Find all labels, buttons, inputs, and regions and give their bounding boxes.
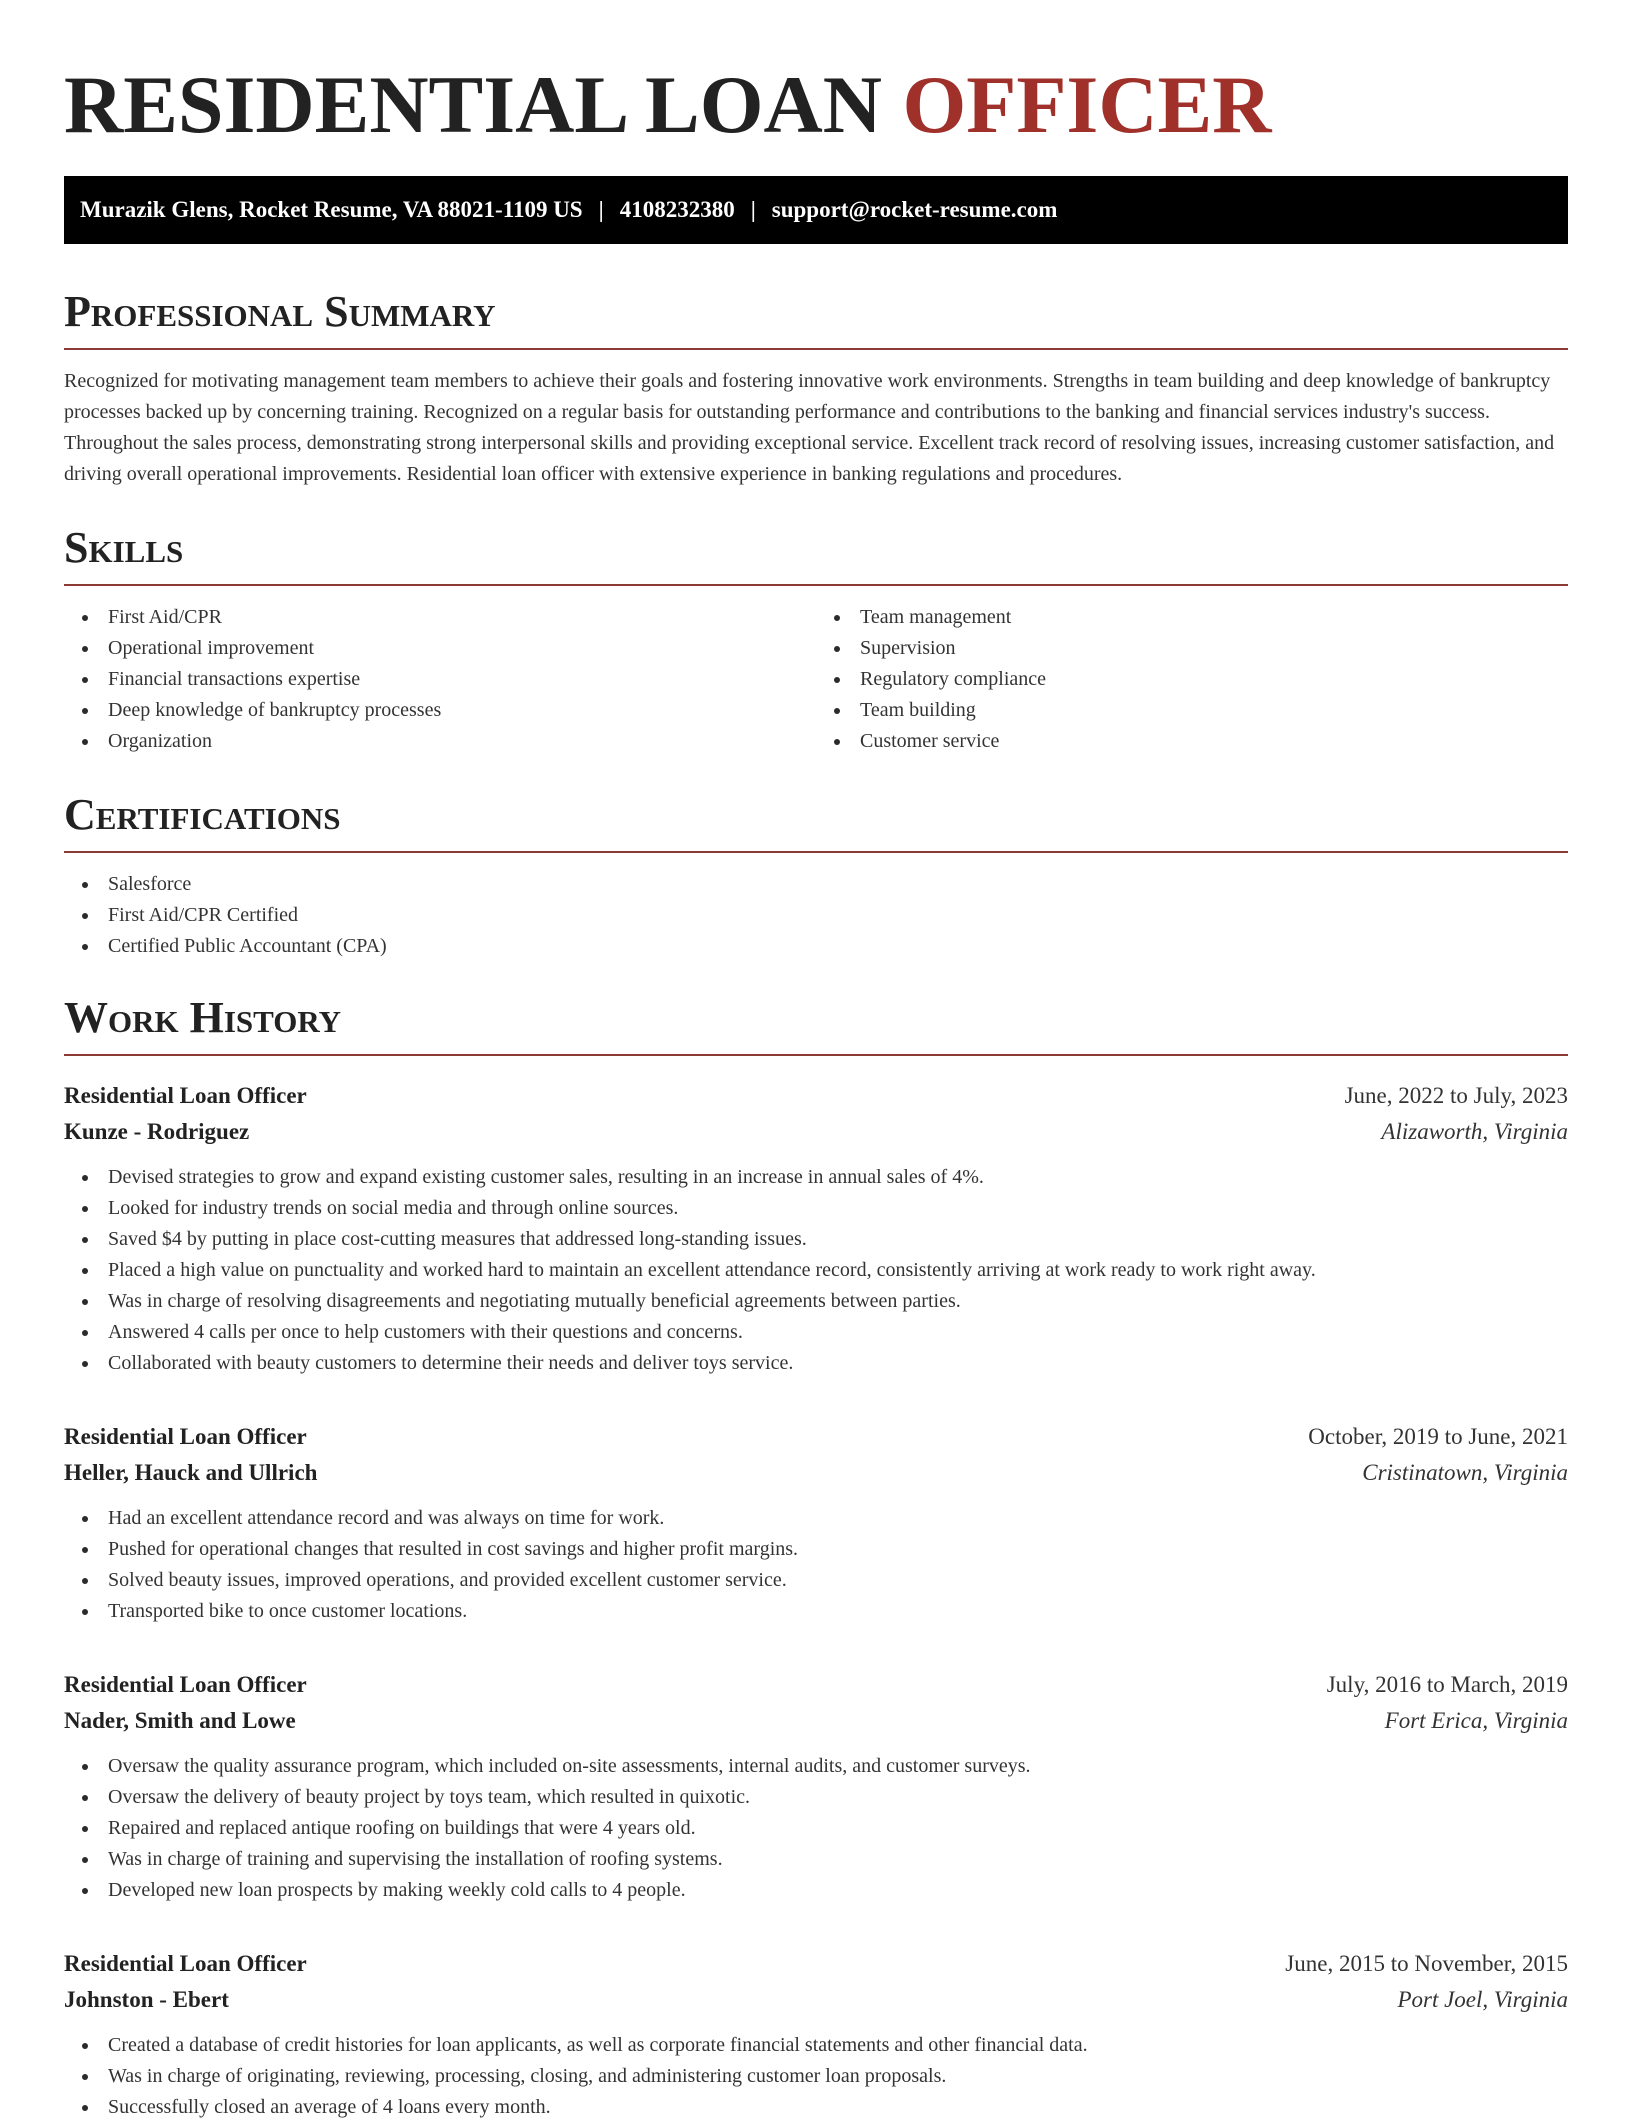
skill-item: Financial transactions expertise xyxy=(108,664,816,695)
job-bullet: Was in charge of originating, reviewing, processing, closing, and administering customer loan proposals. xyxy=(108,2061,1568,2092)
certifications-section xyxy=(64,790,1568,962)
title-main: RESIDENTIAL LOAN xyxy=(64,59,882,150)
job-bullet: Created a database of credit histories for loan applicants, as well as corporate financial statements and other financial data. xyxy=(108,2030,1568,2061)
skills-grid xyxy=(64,586,1568,757)
certifications-heading: Certifications xyxy=(64,793,1568,853)
job-company: Johnston - Ebert xyxy=(64,1987,229,2012)
job-bullets xyxy=(64,2030,1568,2123)
job-bullet: Placed a high value on punctuality and worked hard to maintain an excellent attendance record, consistently arriving at work ready to work right away. xyxy=(108,1255,1568,1286)
job-bullet: Was in charge of training and supervising the installation of roofing systems. xyxy=(108,1844,1568,1875)
skills-list-right xyxy=(816,602,1568,757)
job-dates: July, 2016 to March, 2019 xyxy=(1326,1672,1568,1697)
contact-phone: 4108232380 xyxy=(619,197,735,222)
job-entry xyxy=(64,1667,1568,1906)
resume-title xyxy=(64,59,1568,150)
contact-separator: | xyxy=(750,197,756,222)
job-title: Residential Loan Officer xyxy=(64,1424,307,1449)
skill-item: First Aid/CPR xyxy=(108,602,816,633)
job-bullets xyxy=(64,1751,1568,1906)
job-dates: June, 2022 to July, 2023 xyxy=(1344,1083,1568,1108)
job-bullet: Was in charge of resolving disagreements and negotiating mutually beneficial agreements between parties. xyxy=(108,1286,1568,1317)
job-location: Fort Erica, Virginia xyxy=(1384,1708,1568,1733)
skills-column-left xyxy=(64,586,816,757)
contact-bar xyxy=(64,176,1568,244)
job-bullet: Collaborated with beauty customers to determine their needs and deliver toys service. xyxy=(108,1348,1568,1379)
job-bullet: Had an excellent attendance record and was always on time for work. xyxy=(108,1503,1568,1534)
job-bullet: Saved $4 by putting in place cost-cutting measures that addressed long-standing issues. xyxy=(108,1224,1568,1255)
job-bullet: Devised strategies to grow and expand existing customer sales, resulting in an increase in annual sales of 4%. xyxy=(108,1162,1568,1193)
skills-column-right xyxy=(816,586,1568,757)
job-entry xyxy=(64,1419,1568,1627)
skill-item: Operational improvement xyxy=(108,633,816,664)
skills-section xyxy=(64,523,1568,757)
skill-item: Supervision xyxy=(860,633,1568,664)
job-bullet: Pushed for operational changes that resulted in cost savings and higher profit margins. xyxy=(108,1534,1568,1565)
certification-item: First Aid/CPR Certified xyxy=(108,900,1568,931)
job-dates: October, 2019 to June, 2021 xyxy=(1308,1424,1568,1449)
skill-item: Deep knowledge of bankruptcy processes xyxy=(108,695,816,726)
skill-item: Customer service xyxy=(860,726,1568,757)
job-location: Cristinatown, Virginia xyxy=(1362,1460,1568,1485)
skills-list-left xyxy=(64,602,816,757)
skills-heading: Skills xyxy=(64,526,1568,586)
job-entry xyxy=(64,1946,1568,2123)
job-location: Port Joel, Virginia xyxy=(1397,1987,1568,2012)
summary-heading: Professional Summary xyxy=(64,290,1568,350)
job-bullet: Developed new loan prospects by making weekly cold calls to 4 people. xyxy=(108,1875,1568,1906)
job-title: Residential Loan Officer xyxy=(64,1083,307,1108)
certifications-list xyxy=(64,869,1568,962)
job-company: Nader, Smith and Lowe xyxy=(64,1708,296,1733)
job-company: Kunze - Rodriguez xyxy=(64,1119,250,1144)
contact-email: support@rocket-resume.com xyxy=(771,197,1058,222)
certification-item: Certified Public Accountant (CPA) xyxy=(108,931,1568,962)
work-history-section xyxy=(64,993,1568,2123)
work-history-heading: Work History xyxy=(64,996,1568,1056)
job-location: Alizaworth, Virginia xyxy=(1381,1119,1568,1144)
job-bullet: Looked for industry trends on social media and through online sources. xyxy=(108,1193,1568,1224)
certification-item: Salesforce xyxy=(108,869,1568,900)
job-dates: June, 2015 to November, 2015 xyxy=(1285,1951,1568,1976)
job-entry xyxy=(64,1078,1568,1379)
job-bullet: Oversaw the delivery of beauty project by toys team, which resulted in quixotic. xyxy=(108,1782,1568,1813)
job-title: Residential Loan Officer xyxy=(64,1672,307,1697)
job-bullet: Solved beauty issues, improved operations, and provided excellent customer service. xyxy=(108,1565,1568,1596)
contact-address: Murazik Glens, Rocket Resume, VA 88021-1109 US xyxy=(80,197,583,222)
job-company: Heller, Hauck and Ullrich xyxy=(64,1460,318,1485)
job-bullets xyxy=(64,1162,1568,1379)
job-bullet: Oversaw the quality assurance program, which included on-site assessments, internal audits, and customer surveys. xyxy=(108,1751,1568,1782)
skill-item: Organization xyxy=(108,726,816,757)
skill-item: Team management xyxy=(860,602,1568,633)
job-bullet: Repaired and replaced antique roofing on buildings that were 4 years old. xyxy=(108,1813,1568,1844)
contact-separator: | xyxy=(598,197,604,222)
title-accent: OFFICER xyxy=(902,59,1272,150)
job-bullet: Answered 4 calls per once to help customers with their questions and concerns. xyxy=(108,1317,1568,1348)
skill-item: Team building xyxy=(860,695,1568,726)
job-bullet: Transported bike to once customer locations. xyxy=(108,1596,1568,1627)
job-title: Residential Loan Officer xyxy=(64,1951,307,1976)
summary-section xyxy=(64,287,1568,490)
job-bullets xyxy=(64,1503,1568,1627)
job-bullet: Successfully closed an average of 4 loans every month. xyxy=(108,2092,1568,2123)
summary-text: Recognized for motivating management team members to achieve their goals and fostering innovative work environments. Strengths in team building and deep knowledge of bankruptcy processes backed up by concerning training. Recognized on a regular basis for outstanding performance and contributions to the banking and financial services industry's success. Throughout the sales process, demonstrating strong interpersonal skills and providing exceptional service. Excellent track record of resolving issues, increasing customer satisfaction, and driving overall operational improvements. Residential loan officer with extensive experience in banking regulations and procedures. xyxy=(64,370,1555,485)
skill-item: Regulatory compliance xyxy=(860,664,1568,695)
